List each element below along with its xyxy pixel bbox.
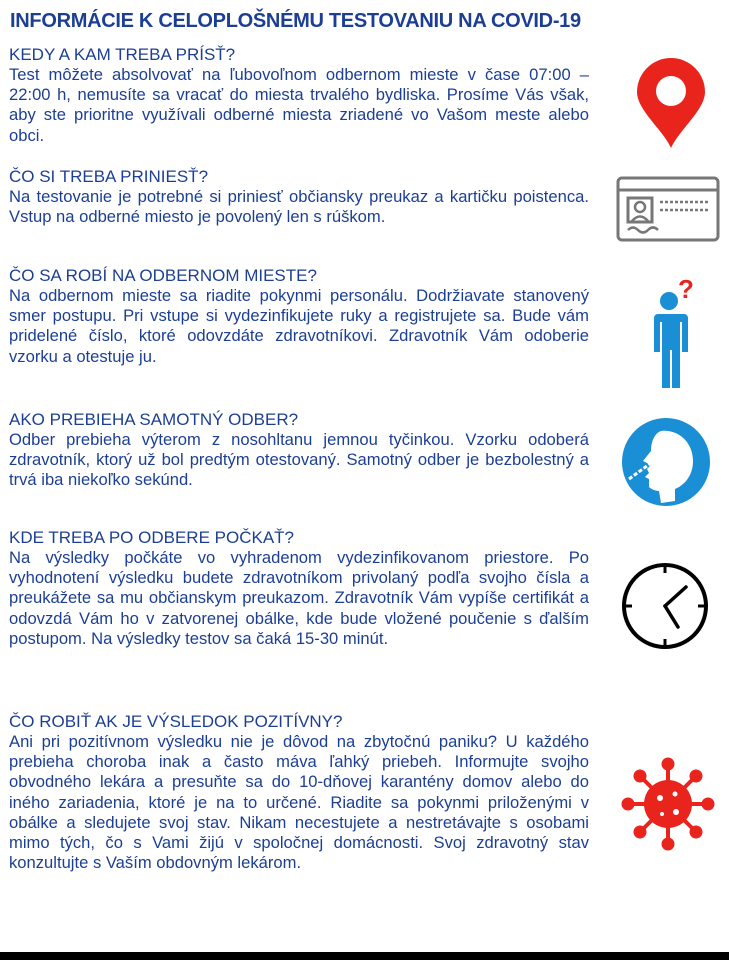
bottom-bar bbox=[0, 952, 729, 960]
section-at-site bbox=[9, 265, 589, 367]
person-question-icon bbox=[648, 276, 698, 390]
section-heading: ČO ROBIŤ AK JE VÝSLEDOK POZITÍVNY? bbox=[9, 712, 343, 731]
section-body: Na výsledky počkáte vo vyhradenom vydezinfikovanom priestore. Po vyhodnotení výsledku budete zdravotníkom privolaný podľa svojho čísla a preukážete sa mu občianskym preukazom. Zdravotník Vám vypíše certifikát a odovzdá Vám ho v zatvorenej obálke, kde bude vložené poučenie s ďalším postupom. Na výsledky testov sa čaká 15-30 minút. bbox=[9, 548, 589, 648]
clock-icon bbox=[620, 561, 710, 651]
section-positive-result bbox=[9, 711, 589, 873]
section-heading: KDE TREBA PO ODBERE POČKAŤ? bbox=[9, 528, 294, 547]
section-body: Na odbernom mieste sa riadite pokynmi personálu. Dodržiavate stanovený smer postupu. Pri vstupe si vydezinfikujete ruky a registrujete sa. Bude vám pridelené číslo, ktoré odovzdáte zdravotníkovi. Zdravotník Vám odoberie vzorku a otestuje ju. bbox=[9, 286, 589, 366]
section-when-where bbox=[9, 44, 589, 146]
section-body: Ani pri pozitívnom výsledku nie je dôvod na zbytočnú paniku? U každého prebieha choroba inak a často máva ľahký priebeh. Informujte svojho obvodného lekára a presuňte sa do 10-dňovej karantény domov alebo do iného zariadenia, ktoré je na to určené. Riadite sa pokynmi priloženými v obálke a sledujete svoj stav. Nikam necestujete a nestretávajte s osobami mimo tých, čo s Vami žijú v spoločnej domácnosti. Svoj zdravotný stav konzultujte s Vaším obdovným lekárom. bbox=[9, 732, 589, 873]
section-what-to-bring bbox=[9, 166, 589, 227]
section-heading: AKO PREBIEHA SAMOTNÝ ODBER? bbox=[9, 410, 299, 429]
section-body: Na testovanie je potrebné si priniesť občiansky preukaz a kartičku poistenca. Vstup na odberné miesto je povolený len s rúškom. bbox=[9, 187, 589, 227]
section-body: Test môžete absolvovať na ľubovoľnom odbernom mieste v čase 07:00 – 22:00 h, nemusíte sa vracať do miesta trvalého bydliska. Prosíme Vás však, aby ste prioritne využívali odberné miesta zriadené vo Vašom meste alebo obci. bbox=[9, 65, 589, 145]
section-heading: ČO SA ROBÍ NA ODBERNOM MIESTE? bbox=[9, 266, 317, 285]
virus-icon bbox=[620, 756, 716, 852]
section-body: Odber prebieha výterom z nosohltanu jemnou tyčinkou. Vzorku odoberá zdravotník, ktorý už bol predtým otestovaný. Samotný odber je bezbolestný a trvá iba niekoľko sekúnd. bbox=[9, 430, 589, 490]
section-waiting bbox=[9, 527, 589, 649]
page-title: INFORMÁCIE K CELOPLOŠNÉMU TESTOVANIU NA COVID-19 bbox=[10, 10, 581, 32]
nasal-swab-icon bbox=[621, 417, 711, 507]
location-pin-icon bbox=[633, 56, 709, 150]
section-sampling bbox=[9, 409, 589, 491]
id-card-icon bbox=[616, 176, 720, 242]
section-heading: KEDY A KAM TREBA PRÍSŤ? bbox=[9, 45, 236, 64]
svg-text:?: ? bbox=[678, 276, 694, 304]
section-heading: ČO SI TREBA PRINIESŤ? bbox=[9, 167, 209, 186]
